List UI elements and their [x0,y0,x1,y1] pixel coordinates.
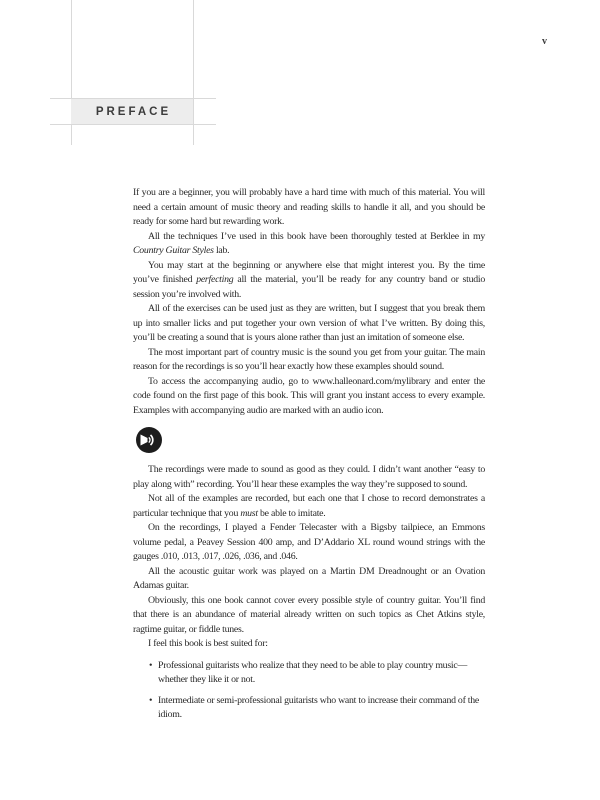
bullet-text: Professional guitarists who realize that they need to be able to play country music—whether they like it or not. [158,659,468,685]
paragraph: You may start at the beginning or anywhere else that might interest you. By the time you’ve finished perfecting all the material, you’ll be ready for any country band or studio session you’re involved with. [133,259,485,300]
paragraph: The most important part of country music is the sound you get from your guitar. The main reason for the recordings is so you’ll hear exactly how these examples should sound. [133,346,485,372]
header-rule-horizontal-bottom [50,124,216,125]
audio-icon-row [134,425,485,455]
bullet-list [133,659,485,723]
bullet-marker: • [149,694,153,706]
paragraph: All the techniques I’ve used in this book have been thoroughly tested at Berklee in my Country Guitar Styles lab. [133,230,485,256]
paragraph: I feel this book is best suited for: [148,638,268,649]
page-title: PREFACE [95,105,172,118]
preface-heading-box [71,99,193,124]
paragraph: If you are a beginner, you will probably have a hard time with much of this material. You will need a certain amount of music theory and reading skills to handle it all, and you should be ready for some hard but rewarding work. [133,187,485,227]
bullet-marker: • [149,659,153,671]
paragraph: All of the exercises can be used just as they are written, but I suggest that you break them up into smaller licks and put together your own version of what I’ve written. By doing this, you’ll be creating a sound that is yours alone rather than just an imitation of someone else. [133,303,485,343]
body-text [133,186,485,729]
paragraph: Not all of the examples are recorded, but each one that I chose to record demonstrates a particular technique that you must be able to imitate. [133,493,485,519]
paragraph: Obviously, this one book cannot cover every possible style of country guitar. You’ll find that there is an abundance of material already written on such topics as Chet Atkins style, ragtime guitar, or fiddle tunes. [133,594,485,635]
bullet-item [133,694,485,723]
bullet-item [133,659,485,688]
audio-icon [134,425,164,455]
paragraph: On the recordings, I played a Fender Telecaster with a Bigsby tailpiece, an Emmons volume pedal, a Peavey Session 400 amp, and D’Addario XL round wound strings with the gauges .010, .013, .017, .026, .036, and .046. [133,522,485,562]
paragraph: To access the accompanying audio, go to www.halleonard.com/mylibrary and enter the code found on the first page of this book. This will grant you instant access to every example. Examples with accompanying audio are marked with an audio icon. [133,375,485,416]
paragraph: All the acoustic guitar work was played on a Martin DM Dreadnought or an Ovation Adamas guitar. [133,565,485,591]
paragraph: The recordings were made to sound as good as they could. I didn’t want another “easy to play along with” recording. You’ll hear these examples the way they’re supposed to sound. [133,464,485,490]
page-number: v [542,36,547,47]
bullet-text: Intermediate or semi-professional guitarists who want to increase their command of the idiom. [158,694,480,720]
